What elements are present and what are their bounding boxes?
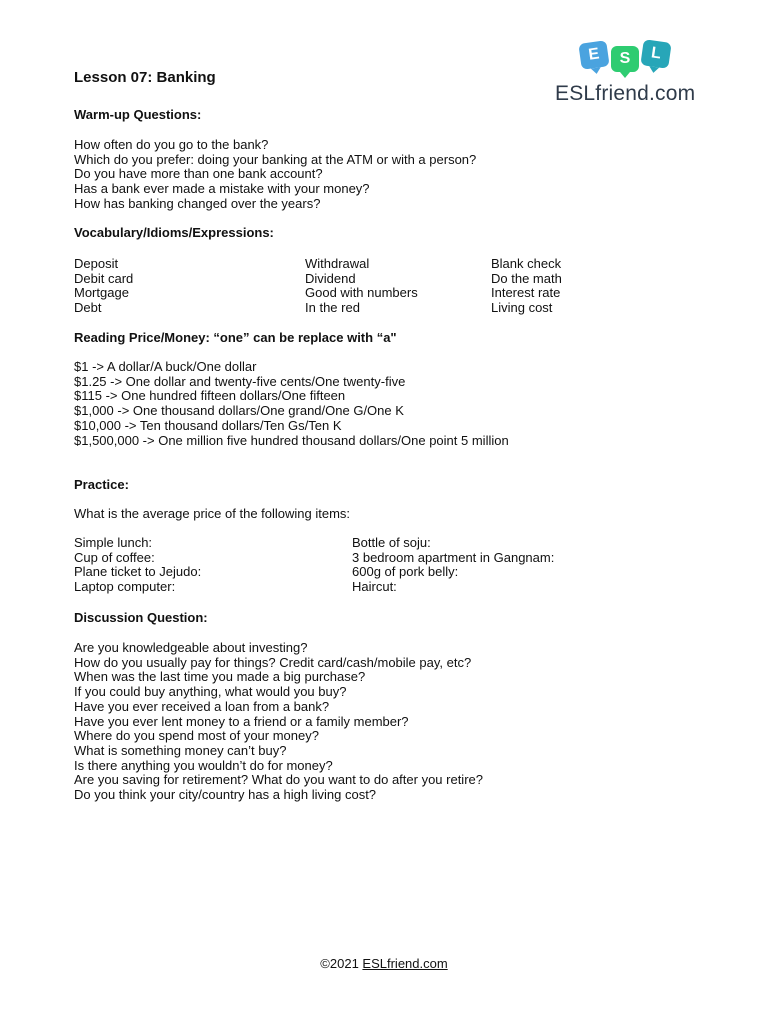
vocab-term: In the red	[305, 300, 360, 316]
discussion-question: Do you think your city/country has a high living cost?	[74, 787, 377, 803]
copyright-text: ©2021	[320, 956, 363, 971]
price-line: $1.25 -> One dollar and twenty-five cents/One twenty-five	[74, 373, 406, 389]
practice-item: Haircut:	[352, 579, 397, 595]
price-line: $1,000 -> One thousand dollars/One grand/One G/One K	[74, 403, 404, 419]
discussion-question: Have you ever lent money to a friend or a family member?	[74, 713, 409, 729]
warmup-question: How has banking changed over the years?	[74, 195, 321, 211]
vocab-term: Deposit	[74, 256, 119, 271]
vocab-term: Living cost	[491, 300, 553, 316]
footer	[0, 957, 768, 972]
vocab-term: Debt	[74, 300, 102, 316]
vocab-term: Good with numbers	[305, 285, 418, 301]
vocab-column-2	[305, 257, 418, 316]
vocab-column-1	[74, 257, 133, 316]
discussion-question-list	[74, 641, 483, 803]
warmup-heading: Warm-up Questions:	[74, 107, 202, 122]
practice-heading: Practice:	[74, 477, 129, 492]
practice-column-2	[352, 536, 554, 595]
discussion-question: Where do you spend most of your money?	[74, 728, 319, 744]
practice-item: Plane ticket to Jejudo:	[74, 564, 202, 580]
discussion-question: Is there anything you wouldn’t do for money?	[74, 757, 333, 773]
discussion-question: Are you knowledgeable about investing?	[74, 640, 308, 655]
warmup-question: Which do you prefer: doing your banking at the ATM or with a person?	[74, 151, 477, 167]
practice-item: 600g of pork belly:	[352, 564, 459, 580]
discussion-question: How do you usually pay for things? Credit card/cash/mobile pay, etc?	[74, 654, 472, 670]
vocab-heading: Vocabulary/Idioms/Expressions:	[74, 225, 274, 240]
vocab-term: Interest rate	[491, 285, 561, 301]
practice-item: Bottle of soju:	[352, 535, 431, 550]
price-line: $1,500,000 -> One million five hundred thousand dollars/One point 5 million	[74, 432, 509, 448]
price-line: $115 -> One hundred fifteen dollars/One fifteen	[74, 388, 346, 404]
vocab-term: Blank check	[491, 256, 562, 271]
practice-item: 3 bedroom apartment in Gangnam:	[352, 549, 555, 565]
warmup-question: Do you have more than one bank account?	[74, 166, 323, 182]
discussion-heading: Discussion Question:	[74, 610, 208, 625]
warmup-question: Has a bank ever made a mistake with your money?	[74, 181, 370, 197]
practice-item: Laptop computer:	[74, 579, 176, 595]
logo-wordmark: ESLfriend.com	[555, 82, 696, 105]
discussion-question: When was the last time you made a big purchase?	[74, 669, 366, 685]
practice-item: Simple lunch:	[74, 535, 153, 550]
discussion-question: If you could buy anything, what would you buy?	[74, 684, 347, 700]
eslfriend-logo	[555, 35, 705, 110]
logo-letter-s: S	[611, 46, 639, 72]
warmup-question: How often do you go to the bank?	[74, 137, 269, 152]
vocab-term: Mortgage	[74, 285, 129, 301]
practice-column-1	[74, 536, 201, 595]
practice-intro: What is the average price of the following items:	[74, 506, 351, 521]
price-list	[74, 360, 509, 448]
page-title: Lesson 07: Banking	[74, 69, 216, 86]
discussion-question: Have you ever received a loan from a bank?	[74, 698, 330, 714]
vocab-term: Dividend	[305, 270, 356, 286]
vocab-column-3	[491, 257, 562, 316]
vocab-term: Withdrawal	[305, 256, 370, 271]
logo-letter-l: L	[640, 39, 671, 69]
logo-letter-e: E	[578, 40, 609, 70]
footer-link[interactable]: ESLfriend.com	[362, 956, 448, 971]
discussion-question: What is something money can’t buy?	[74, 742, 287, 758]
discussion-question: Are you saving for retirement? What do you want to do after you retire?	[74, 772, 483, 788]
practice-item: Cup of coffee:	[74, 549, 155, 565]
price-line: $1 -> A dollar/A buck/One dollar	[74, 359, 257, 374]
price-heading: Reading Price/Money: “one” can be replace with “a"	[74, 330, 397, 345]
vocab-term: Do the math	[491, 270, 562, 286]
vocab-term: Debit card	[74, 270, 134, 286]
warmup-question-list	[74, 138, 476, 212]
price-line: $10,000 -> Ten thousand dollars/Ten Gs/Ten K	[74, 417, 342, 433]
